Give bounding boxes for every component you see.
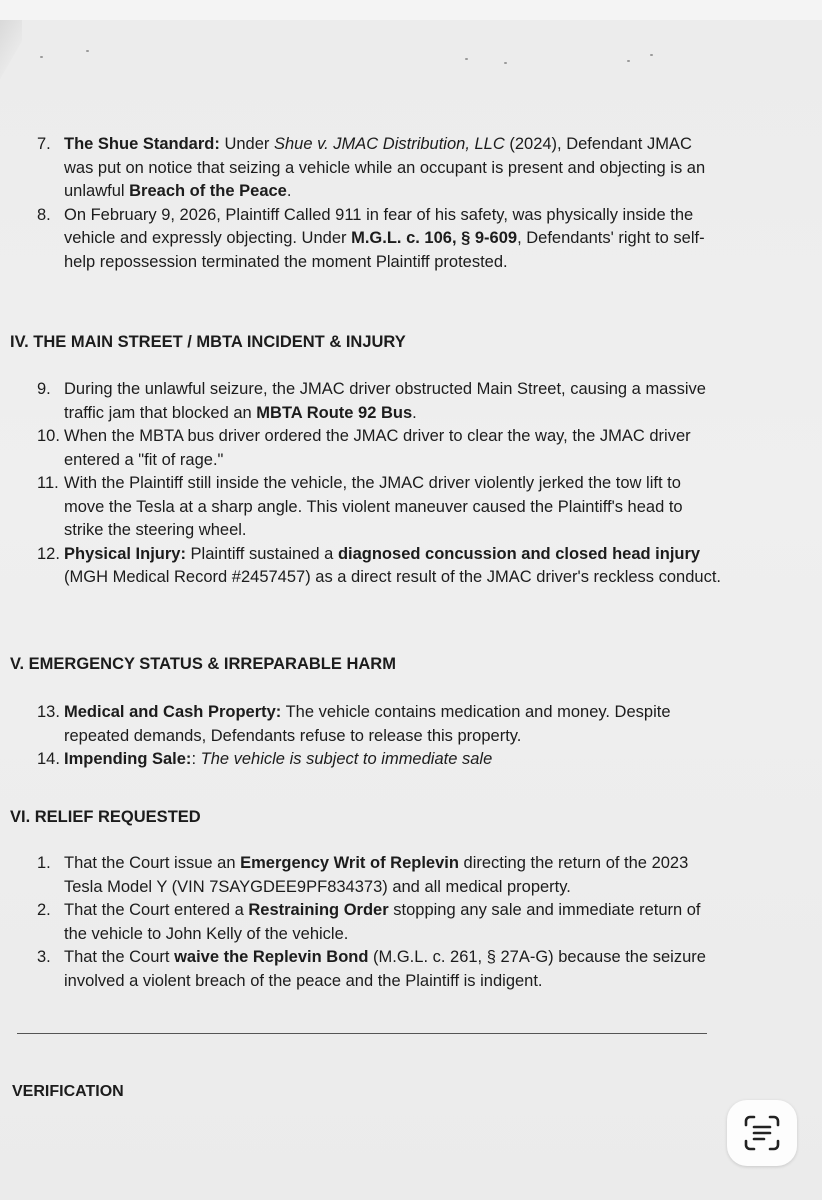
list-item [0, 852, 722, 899]
list-item [0, 701, 722, 748]
list-item-text: The Shue Standard: [64, 135, 220, 153]
list-item-text: Emergency Writ of Replevin [240, 854, 459, 872]
list-item [0, 946, 722, 993]
list-item-number: 11. [37, 474, 59, 492]
list-item-text: Under [219, 135, 274, 153]
list-item-text: diagnosed concussion and closed head injury [337, 544, 701, 563]
numbered-list-section-iv [0, 378, 722, 590]
list-item-number: 12. [37, 544, 60, 563]
section-heading-vi: VI. RELIEF REQUESTED [10, 808, 201, 826]
list-item-text: Restraining Order [248, 901, 389, 919]
list-item [0, 543, 722, 590]
list-item-number: 3. [37, 948, 51, 966]
list-item-number: 8. [37, 205, 51, 224]
list-item-text: The vehicle is subject to immediate sale [200, 750, 493, 768]
list-item-text: On February 9, 2026, Plaintiff Called 911 in fear of his safety, was physically inside the vehicle and expressly objecting. Under [64, 205, 694, 247]
list-item-number: 1. [37, 854, 51, 872]
list-item-text: (2024), Defendant JMAC was put on notice that seizing a vehicle while an occupant is present and objecting is an unlawful [64, 135, 706, 200]
list-item-text: . [412, 403, 417, 422]
list-item [0, 472, 722, 543]
list-item-text: waive the Replevin Bond [174, 948, 369, 966]
section-heading-iv: IV. THE MAIN STREET / MBTA INCIDENT & INJURY [10, 333, 406, 351]
list-item-text: Breach of the Peace [129, 182, 287, 200]
list-item-text: The vehicle contains medication and money. Despite repeated demands, Defendants refuse to release this property. [64, 703, 671, 745]
list-item [0, 133, 722, 204]
text-scan-icon [742, 1113, 782, 1153]
list-item-number: 2. [37, 901, 51, 919]
verification-heading: VERIFICATION [12, 1083, 124, 1100]
list-item-text: That the Court [64, 948, 175, 966]
list-item-text: (M.G.L. c. 261, § 27A-G) because the seizure involved a violent breach of the peace and the Plaintiff is indigent. [64, 948, 706, 990]
horizontal-rule [17, 1033, 707, 1034]
numbered-list-section-vi [0, 852, 722, 993]
list-item [0, 425, 722, 472]
list-item-text: MBTA Route 92 Bus [256, 403, 413, 422]
section-heading-v: V. EMERGENCY STATUS & IRREPARABLE HARM [10, 655, 396, 673]
live-text-scan-button[interactable] [727, 1100, 797, 1166]
list-item-text: That the Court issue an [64, 854, 241, 872]
list-item-text: (MGH Medical Record #2457457) as a direct result of the JMAC driver's reckless conduct. [64, 568, 721, 586]
list-item-number: 10. [37, 427, 60, 445]
list-item-number: 7. [37, 135, 51, 153]
list-item-text: . [286, 182, 292, 200]
list-item-text: Impending Sale: [64, 750, 192, 768]
list-item-text: stopping any sale and immediate return of the vehicle to John Kelly of the vehicle. [64, 901, 701, 943]
list-item-text: Medical and Cash Property: [64, 703, 282, 721]
list-item-text: Shue v. JMAC Distribution, LLC [273, 135, 505, 153]
list-item-text: M.G.L. c. 106, § 9-609 [351, 229, 518, 247]
list-item [0, 748, 722, 772]
list-item-number: 14. [37, 750, 60, 768]
list-item-text: That the Court entered a [64, 901, 249, 919]
list-item-text: With the Plaintiff still inside the vehicle, the JMAC driver violently jerked the tow lift to move the Tesla at a sharp angle. This violent maneuver caused the Plaintiff's head to strike the steering wheel. [64, 474, 683, 539]
list-item [0, 204, 722, 275]
list-item-text: , Defendants' right to self-help repossession terminated the moment Plaintiff protested. [64, 229, 705, 271]
list-item-text: During the unlawful seizure, the JMAC driver obstructed Main Street, causing a massive traffic jam that blocked an [64, 380, 706, 422]
list-item [0, 378, 722, 425]
list-item-text: directing the return of the 2023 Tesla Model Y (VIN 7SAYGDEE9PF834373) and all medical property. [64, 854, 689, 896]
list-item [0, 899, 722, 946]
list-item-text: When the MBTA bus driver ordered the JMAC driver to clear the way, the JMAC driver entered a "fit of rage." [64, 427, 691, 469]
list-item-text: : [191, 750, 201, 768]
numbered-list-section-v [0, 701, 722, 772]
numbered-list-top [0, 133, 722, 274]
list-item-text: Physical Injury: [64, 544, 186, 563]
list-item-text: Plaintiff sustained a [185, 544, 338, 563]
list-item-number: 9. [37, 380, 51, 398]
list-item-number: 13. [37, 703, 60, 721]
